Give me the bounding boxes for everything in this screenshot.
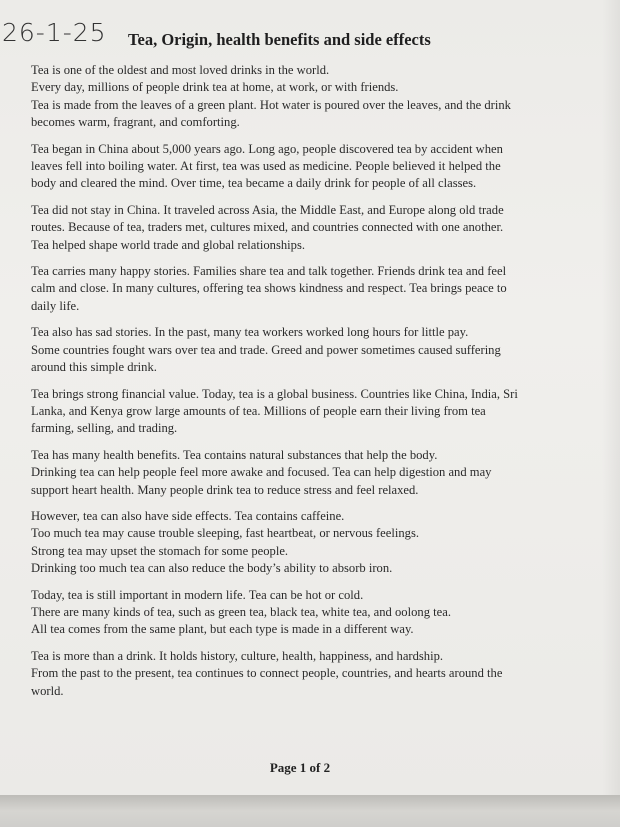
text-line: routes. Because of tea, traders met, cultures mixed, and countries connected with one another. [31,220,504,235]
text-line: Today, tea is still important in modern life. Tea can be hot or cold. [31,587,364,602]
text-line: becomes warm, fragrant, and comforting. [31,115,240,130]
handwritten-date: 26-1-25 [2,18,107,47]
text-line: Tea did not stay in China. It traveled across Asia, the Middle East, and Europe along old trade [31,202,504,217]
document-title: Tea, Origin, health benefits and side effects [128,30,431,49]
text-line: All tea comes from the same plant, but each type is made in a different way. [31,622,414,637]
text-line: support heart health. Many people drink tea to reduce stress and feel relaxed. [31,482,419,497]
document-body [31,62,571,709]
text-line: Every day, millions of people drink tea at home, at work, or with friends. [31,80,399,95]
paragraph [31,202,571,254]
paragraph [31,508,571,578]
text-line: Tea began in China about 5,000 years ago. Long ago, people discovered tea by accident when [31,141,503,156]
paragraph [31,587,571,639]
text-line: From the past to the present, tea continues to connect people, countries, and hearts around the [31,666,503,681]
text-line: Tea is more than a drink. It holds history, culture, health, happiness, and hardship. [31,648,444,663]
text-line: Lanka, and Kenya grow large amounts of tea. Millions of people earn their living from tea [31,403,486,418]
page-number: Page 1 of 2 [269,760,331,775]
paragraph [31,447,571,499]
text-line: leaves fell into boiling water. At first, tea was used as medicine. People believed it helped the [31,159,501,174]
text-line: Tea brings strong financial value. Today, tea is a global business. Countries like China, India, Sri [31,386,518,401]
text-line: daily life. [31,298,80,313]
text-line: There are many kinds of tea, such as green tea, black tea, white tea, and oolong tea. [31,604,451,619]
text-line: Drinking too much tea can also reduce the body’s ability to absorb iron. [31,561,393,576]
paragraph [31,648,571,700]
text-line: body and cleared the mind. Over time, tea became a daily drink for people of all classes. [31,176,477,191]
paragraph [31,386,571,438]
text-line: Tea also has sad stories. In the past, many tea workers worked long hours for little pay. [31,325,469,340]
text-line: calm and close. In many cultures, offering tea shows kindness and respect. Tea brings peace to [31,281,507,296]
text-line: Tea carries many happy stories. Families share tea and talk together. Friends drink tea and feel [31,264,507,279]
text-line: farming, selling, and trading. [31,421,178,436]
table-surface [0,795,620,827]
text-line: Too much tea may cause trouble sleeping, fast heartbeat, or nervous feelings. [31,526,419,541]
text-line: world. [31,683,64,698]
text-line: Strong tea may upset the stomach for some people. [31,543,289,558]
text-line: Drinking tea can help people feel more awake and focused. Tea can help digestion and may [31,465,492,480]
paragraph [31,324,571,376]
paragraph [31,141,571,193]
text-line: around this simple drink. [31,360,157,375]
text-line: Tea is one of the oldest and most loved drinks in the world. [31,63,330,77]
paragraph [31,263,571,315]
page-shadow [602,0,620,800]
text-line: Tea has many health benefits. Tea contains natural substances that help the body. [31,447,438,462]
text-line: Tea helped shape world trade and global relationships. [31,237,305,252]
text-line: Some countries fought wars over tea and trade. Greed and power sometimes caused suffering [31,342,501,357]
text-line: Tea is made from the leaves of a green plant. Hot water is poured over the leaves, and the drink [31,97,511,112]
paragraph [31,62,571,132]
text-line: However, tea can also have side effects. Tea contains caffeine. [31,508,345,523]
